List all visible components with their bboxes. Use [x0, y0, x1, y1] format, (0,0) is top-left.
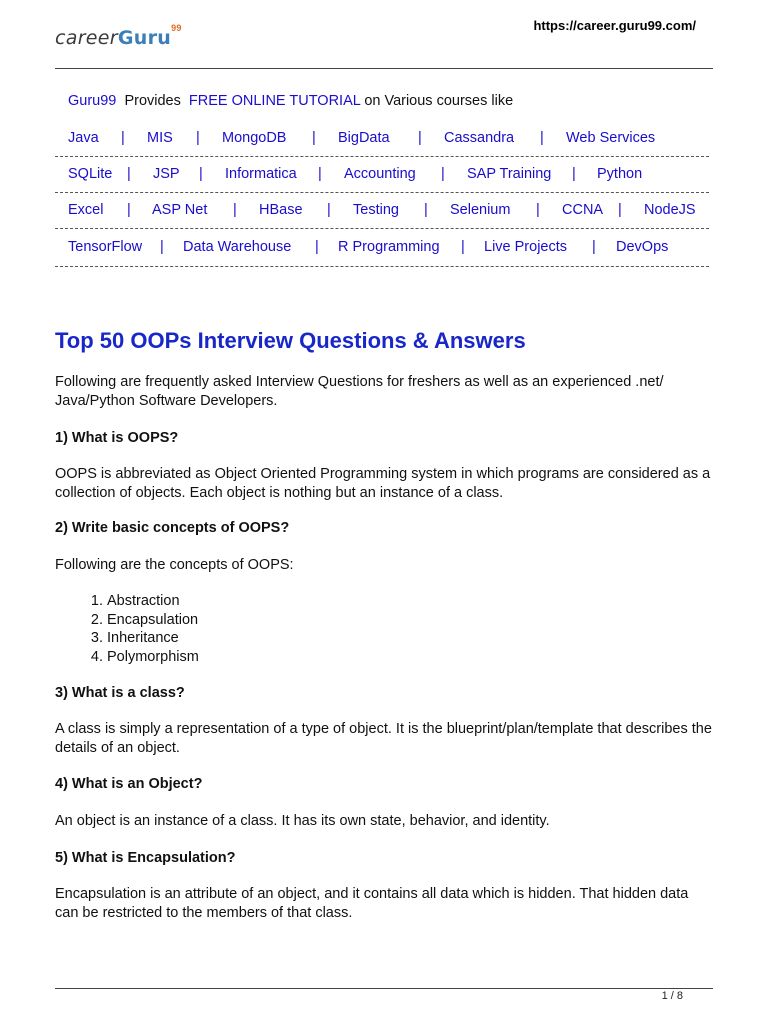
careerguru-logo: careerGuru$^{99}$ — [55, 22, 182, 49]
question-heading: 4) What is an Object? — [55, 776, 203, 792]
header-url[interactable]: https://career.guru99.com/ — [533, 18, 696, 33]
course-link-web-services[interactable]: Web Services — [566, 130, 656, 146]
course-link-accounting[interactable]: Accounting — [344, 166, 416, 182]
course-link-selenium[interactable]: Selenium — [450, 202, 511, 218]
free-tutorial-link[interactable]: FREE ONLINE TUTORIAL — [188, 93, 361, 109]
page-number: 1 / 8 — [661, 990, 683, 1002]
course-link-java[interactable]: Java — [68, 130, 99, 146]
list-item: 3. Inheritance — [107, 629, 199, 648]
answer-text: Following are the concepts of OOPS: — [55, 557, 294, 573]
course-link-testing[interactable]: Testing — [353, 202, 399, 218]
guru99-link[interactable]: Guru99 — [68, 93, 117, 109]
course-link-jsp[interactable]: JSP — [153, 166, 180, 182]
course-link-sap-training[interactable]: SAP Training — [467, 166, 552, 182]
course-link-tensorflow[interactable]: TensorFlow — [68, 239, 143, 255]
course-link-ccna[interactable]: CCNA — [562, 202, 604, 218]
course-link-informatica[interactable]: Informatica — [225, 166, 297, 182]
row-separator — [55, 228, 709, 229]
answer-text: Encapsulation is an attribute of an object, and it contains all data which is hidden. That hidden data can be restricted to the members of that class. — [55, 886, 689, 921]
concepts-list — [55, 592, 199, 666]
answer-text: A class is simply a representation of a type of object. It is the blueprint/plan/template that describes the details of an object. — [55, 721, 712, 756]
list-item: 1. Abstraction — [107, 592, 199, 611]
question-heading: 3) What is a class? — [55, 685, 185, 701]
list-item: 2. Encapsulation — [107, 611, 199, 630]
answer-text: OOPS is abbreviated as Object Oriented Programming system in which programs are considered as a collection of objects. Each object is nothing but an instance of a class. — [55, 466, 711, 501]
course-row-2: SQLite | JSP | Informatica | Accounting | SAP Training | Python — [68, 166, 643, 182]
course-link-hbase[interactable]: HBase — [259, 202, 303, 218]
course-row-1: Java | MIS | MongoDB | BigData | Cassandra | Web Services — [68, 130, 656, 146]
course-link-devops[interactable]: DevOps — [616, 239, 669, 255]
course-link-sqlite[interactable]: SQLite — [68, 166, 113, 182]
course-link-asp-net[interactable]: ASP Net — [152, 202, 208, 218]
course-row-4: TensorFlow | Data Warehouse | R Programming | Live Projects | DevOps — [68, 239, 669, 255]
course-row-3: Excel | ASP Net | HBase | Testing | Selenium | CCNA | NodeJS — [68, 202, 696, 218]
question-heading: 1) What is OOPS? — [55, 430, 179, 446]
intro-line: Guru99 Provides FREE ONLINE TUTORIAL on Various courses like — [68, 93, 514, 109]
footer-divider — [55, 988, 713, 989]
course-link-cassandra[interactable]: Cassandra — [444, 130, 515, 146]
row-separator — [55, 156, 709, 157]
answer-text: An object is an instance of a class. It has its own state, behavior, and identity. — [55, 813, 550, 829]
question-heading: 5) What is Encapsulation? — [55, 850, 236, 866]
header-divider — [55, 68, 713, 69]
question-heading: 2) Write basic concepts of OOPS? — [55, 520, 290, 536]
course-link-mongodb[interactable]: MongoDB — [222, 130, 287, 146]
article-title: Top 50 OOPs Interview Questions & Answers — [55, 328, 526, 353]
course-link-bigdata[interactable]: BigData — [338, 130, 390, 146]
course-link-nodejs[interactable]: NodeJS — [644, 202, 696, 218]
course-link-r-programming[interactable]: R Programming — [338, 239, 440, 255]
row-separator — [55, 192, 709, 193]
article-lead: Following are frequently asked Interview Questions for freshers as well as an experienced .net/ Java/Python Software Developers. — [55, 374, 664, 409]
row-separator — [55, 266, 709, 267]
list-item: 4. Polymorphism — [107, 648, 199, 667]
course-link-python[interactable]: Python — [597, 166, 643, 182]
course-link-live-projects[interactable]: Live Projects — [484, 239, 568, 255]
course-link-excel[interactable]: Excel — [68, 202, 104, 218]
course-link-mis[interactable]: MIS — [147, 130, 173, 146]
course-link-data-warehouse[interactable]: Data Warehouse — [183, 239, 292, 255]
